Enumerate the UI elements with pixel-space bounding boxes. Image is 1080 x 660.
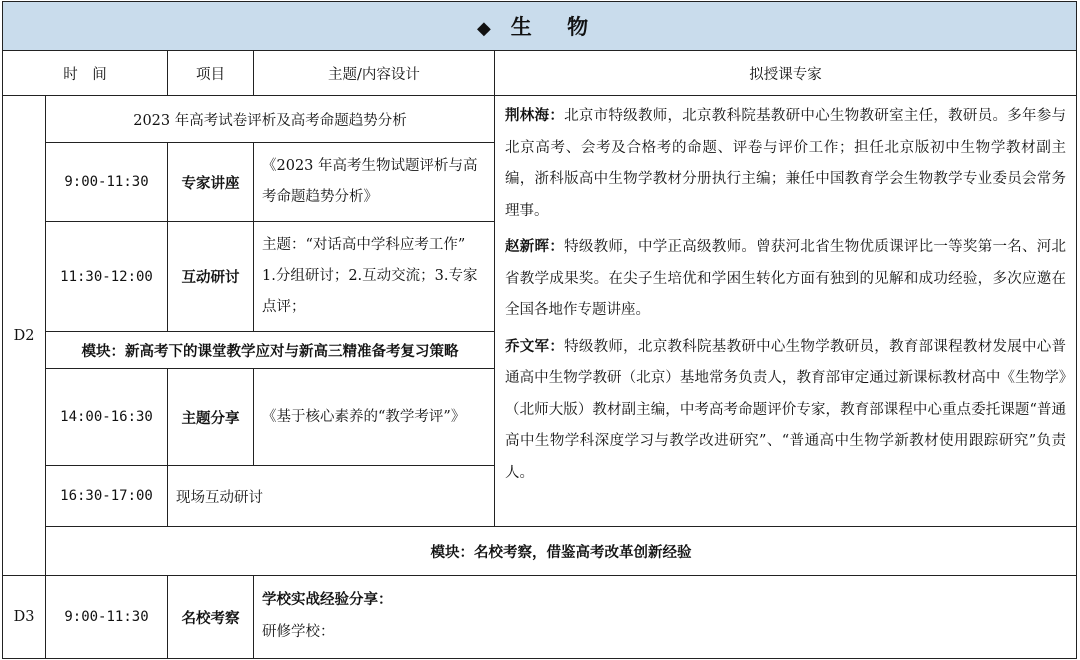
header-expert: 拟授课专家 bbox=[495, 51, 1077, 96]
module2-title: 模块：新高考下的课堂教学应对与新高三精准备考复习策略 bbox=[46, 332, 495, 369]
header-time: 时 间 bbox=[3, 51, 168, 96]
type-cell: 主题分享 bbox=[168, 369, 254, 466]
module3-title: 模块：名校考察，借鉴高考改革创新经验 bbox=[46, 527, 1077, 576]
expert-bio: 特级教师，北京教科院基教研中心生物学教研员，教育部课程教材发展中心普通高中生物学教研（北京）基地常务负责人，教育部审定通过新课标教材高中《生物学》（北师大版）教材副主编，中考高考命题评价专家，教育部课程中心重点委托课题“普通高中生物学科深度学习与教学改进研究”、“普通高中生物学新教材使用跟踪研究”负责人。 bbox=[505, 338, 1067, 481]
schedule-table bbox=[2, 1, 1077, 659]
day-d2: D2 bbox=[3, 96, 46, 576]
subject-title-row bbox=[3, 2, 1077, 51]
module1-row bbox=[3, 96, 1077, 143]
topic-line: 研修学校： bbox=[262, 624, 335, 640]
expert-item bbox=[505, 331, 1066, 490]
topic-cell bbox=[254, 576, 1077, 659]
topic-cell: 《2023 年高考生物试题评析与高考命题趋势分析》 bbox=[254, 143, 495, 222]
table-row bbox=[3, 576, 1077, 659]
type-cell: 专家讲座 bbox=[168, 143, 254, 222]
time-cell: 9:00-11:30 bbox=[46, 143, 168, 222]
diamond-icon: ◆ bbox=[476, 18, 493, 39]
expert-item bbox=[505, 100, 1066, 227]
time-cell: 11:30-12:00 bbox=[46, 222, 168, 332]
topic-line: 学校实战经验分享： bbox=[262, 591, 393, 608]
type-cell: 名校考察 bbox=[168, 576, 254, 659]
subject-title bbox=[3, 2, 1077, 51]
subject-title-text: 生 物 bbox=[510, 14, 603, 39]
time-cell: 14:00-16:30 bbox=[46, 369, 168, 466]
header-topic: 主题/内容设计 bbox=[254, 51, 495, 96]
time-cell: 9:00-11:30 bbox=[46, 576, 168, 659]
merged-topic-cell: 现场互动研讨 bbox=[168, 466, 495, 527]
topic-cell: 《基于核心素养的“教学考评”》 bbox=[254, 369, 495, 466]
expert-item bbox=[505, 231, 1066, 327]
expert-bio: 北京市特级教师，北京教科院基教研中心生物教研室主任，教研员。多年参与北京高考、会考及合格考的命题、评卷与评价工作；担任北京版初中生物学教材副主编，浙科版高中生物学教材分册执行主编；兼任中国教育学会生物教学专业委员会常务理事。 bbox=[505, 108, 1067, 219]
type-cell: 互动研讨 bbox=[168, 222, 254, 332]
expert-name: 赵新晖： bbox=[505, 238, 565, 255]
module3-row bbox=[3, 527, 1077, 576]
topic-line: 1.分组研讨；2.互动交流；3.专家点评； bbox=[262, 268, 478, 315]
table-header-row bbox=[3, 51, 1077, 96]
day-d3: D3 bbox=[3, 576, 46, 659]
header-project: 项目 bbox=[168, 51, 254, 96]
expert-bio: 特级教师，中学正高级教师。曾获河北省生物优质课评比一等奖第一名、河北省教学成果奖。在尖子生培优和学困生转化方面有独到的见解和成功经验，多次应邀在全国各地作专题讲座。 bbox=[505, 239, 1067, 318]
expert-panel bbox=[495, 96, 1077, 527]
module1-title: 2023 年高考试卷评析及高考命题趋势分析 bbox=[46, 96, 495, 143]
expert-name: 荆林海： bbox=[505, 107, 565, 124]
expert-name: 乔文军： bbox=[505, 337, 565, 355]
topic-cell bbox=[254, 222, 495, 332]
topic-line: 主题：“对话高中学科应考工作” bbox=[262, 237, 466, 253]
time-cell: 16:30-17:00 bbox=[46, 466, 168, 527]
